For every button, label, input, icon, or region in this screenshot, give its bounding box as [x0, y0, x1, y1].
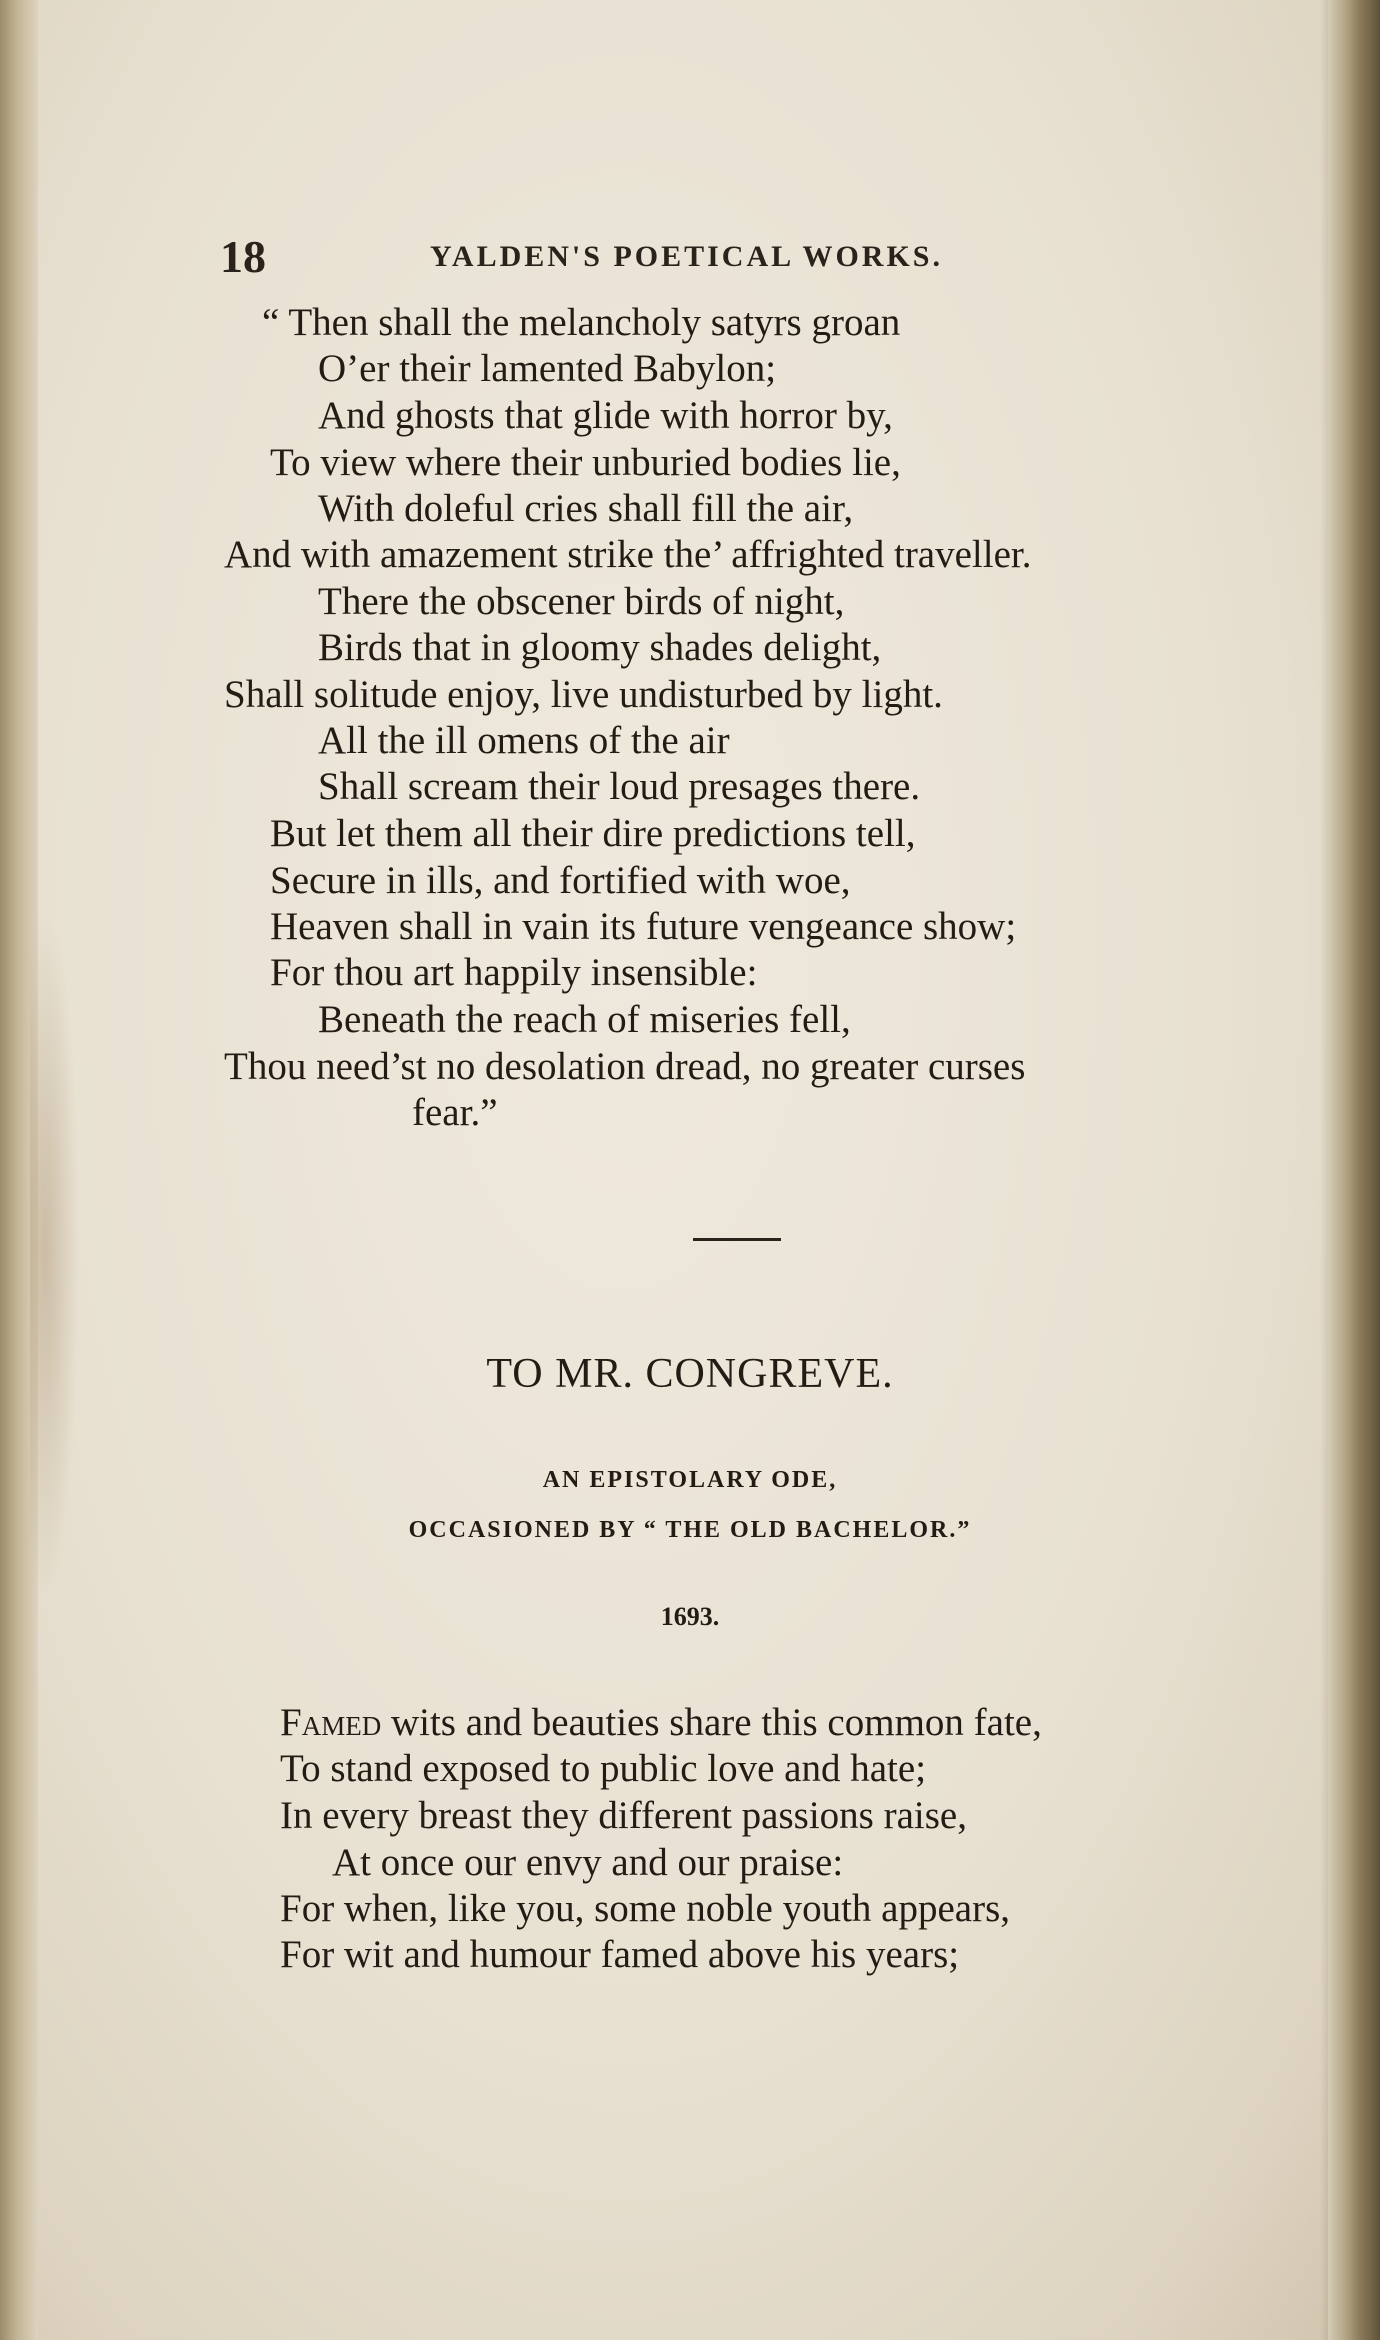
page-header: [220, 230, 1220, 290]
verse-line: For thou art happily insensible:: [270, 951, 758, 994]
verse-line: To view where their unburied bodies lie,: [270, 441, 901, 484]
running-head: YALDEN'S POETICAL WORKS.: [430, 240, 943, 273]
verse-line: In every breast they different passions raise,: [280, 1794, 967, 1837]
section-divider: [693, 1238, 781, 1241]
verse-line: Shall scream their loud presages there.: [318, 765, 921, 808]
verse-line: Thou need’st no desolation dread, no greater curses: [224, 1045, 1026, 1088]
verse-line: O’er their lamented Babylon;: [318, 347, 777, 390]
first-line-rest: wits and beauties share this common fate,: [381, 1701, 1042, 1744]
verse-line: And ghosts that glide with horror by,: [318, 394, 893, 437]
verse-line: Birds that in gloomy shades delight,: [318, 626, 882, 669]
verse-line-first: [280, 1700, 1042, 1746]
verse-line: Secure in ills, and fortified with woe,: [270, 859, 851, 902]
verse-line: And with amazement strike the’ affrighted traveller.: [224, 533, 1032, 576]
verse-line: For wit and humour famed above his years;: [280, 1933, 960, 1976]
verse-line: There the obscener birds of night,: [318, 580, 845, 623]
verse-line: For when, like you, some noble youth appears,: [280, 1887, 1011, 1930]
verse-line: To stand exposed to public love and hate;: [280, 1747, 927, 1790]
poem-year: 1693.: [660, 1602, 720, 1631]
poem-occasion: OCCASIONED BY “ THE OLD BACHELOR.”: [408, 1517, 972, 1543]
verse-line: At once our envy and our praise:: [332, 1841, 844, 1884]
verse-line: Heaven shall in vain its future vengeance show;: [270, 905, 1017, 948]
verse-line: fear.”: [412, 1091, 498, 1134]
verse-line: All the ill omens of the air: [318, 719, 730, 762]
verse-line: Shall solitude enjoy, live undisturbed by light.: [224, 673, 943, 716]
page-number: 18: [220, 231, 266, 282]
verse-line: “ Then shall the melancholy satyrs groan: [262, 301, 901, 344]
verse-line: But let them all their dire predictions tell,: [270, 812, 916, 855]
poem-subtitle: AN EPISTOLARY ODE,: [542, 1467, 838, 1493]
verse-line: With doleful cries shall fill the air,: [318, 487, 854, 530]
poem-title: TO MR. CONGREVE.: [486, 1351, 894, 1397]
page-fore-edge: [1328, 0, 1380, 2340]
page-stain: [30, 900, 80, 1600]
verse-line: Beneath the reach of miseries fell,: [318, 998, 851, 1041]
first-word: Famed: [280, 1701, 382, 1744]
